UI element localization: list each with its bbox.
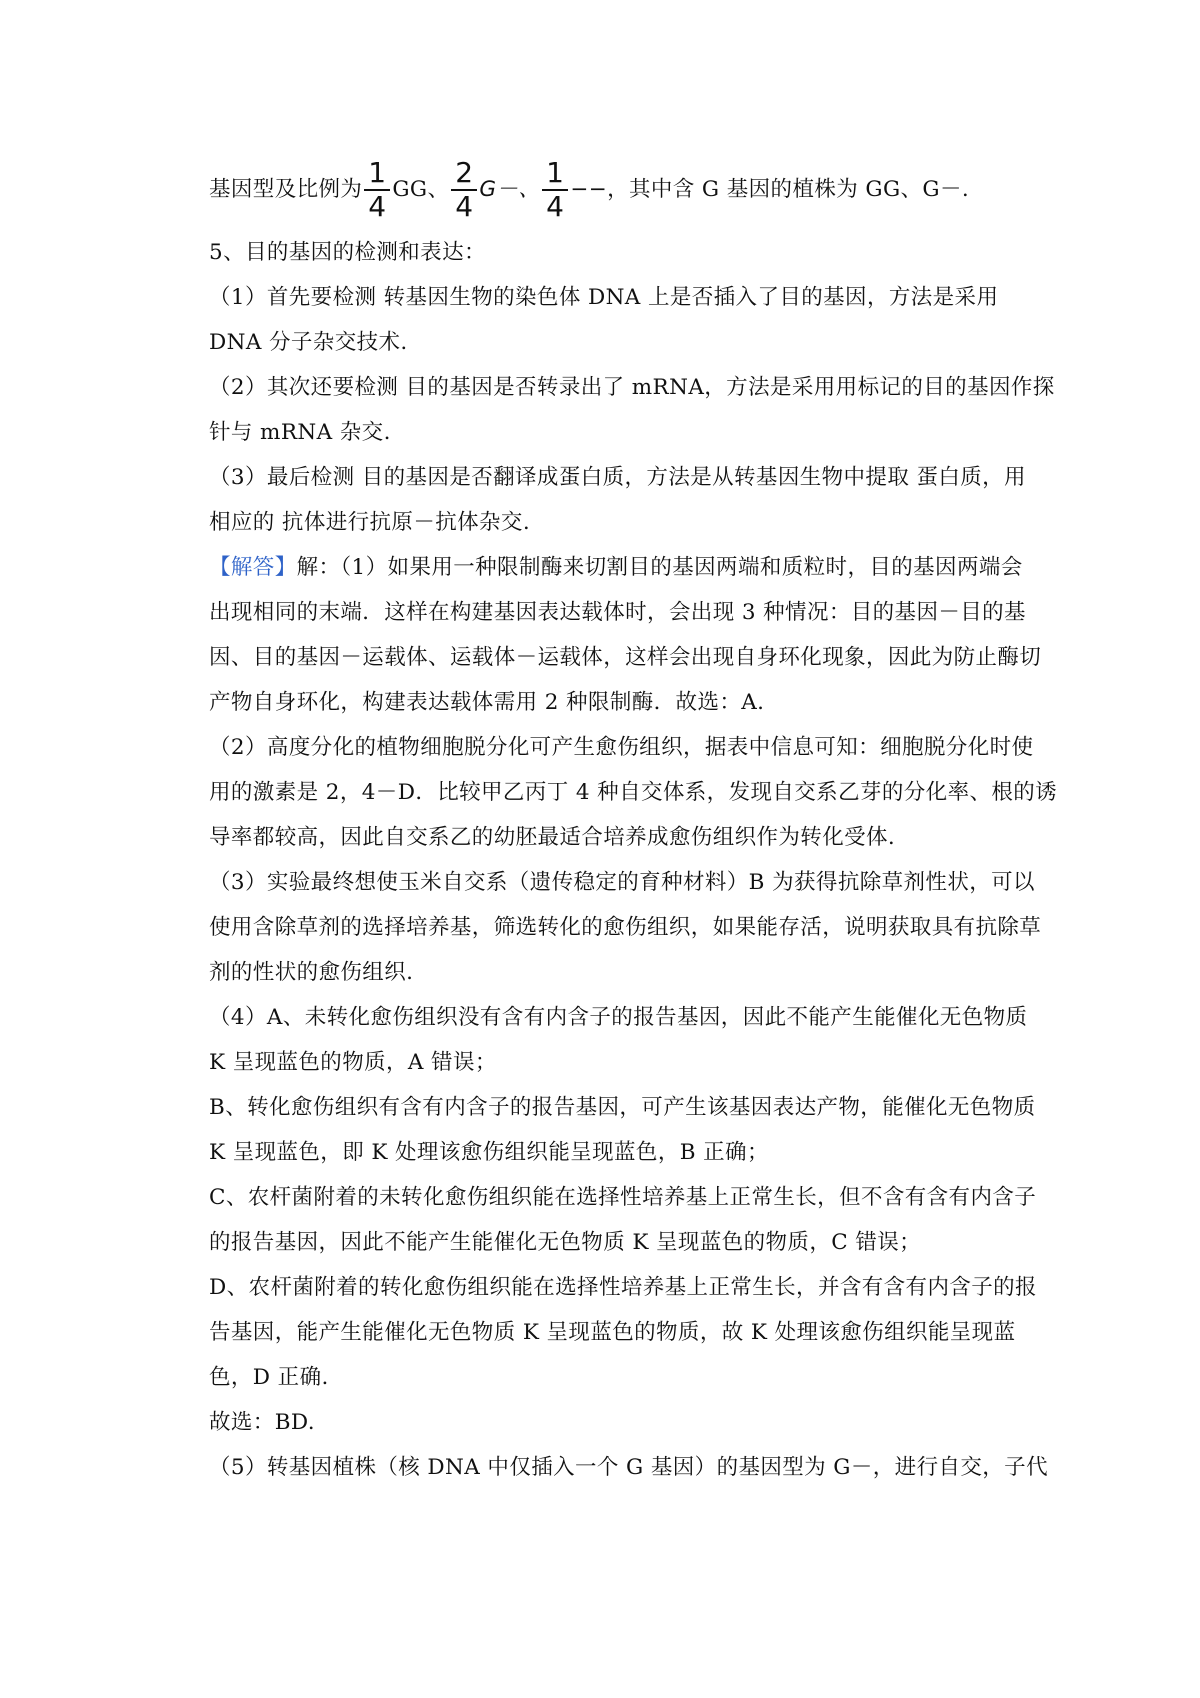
paragraph-line: （5）转基因植株（核 DNA 中仅插入一个 G 基因）的基因型为 G－，进行自交，子代 [209,1455,1048,1480]
paragraph-line: （1）首先要检测 转基因生物的染色体 DNA 上是否插入了目的基因，方法是采用 [209,285,999,310]
paragraph-line: 使用含除草剂的选择培养基，筛选转化的愈伤组织，如果能存活，说明获取具有抗除草 [209,915,1042,940]
paragraph-line: 剂的性状的愈伤组织. [209,960,414,985]
paragraph-line: 用的激素是 2，4－D．比较甲乙丙丁 4 种自交体系，发现自交系乙芽的分化率、根的诱 [209,780,1058,805]
genotype-ratio-line [209,150,1009,230]
genotype-dash-dash: −− [570,177,608,202]
paragraph-line: （2）高度分化的植物细胞脱分化可产生愈伤组织，据表中信息可知：细胞脱分化时使 [209,735,1034,760]
answer-tag: 【解答】 [209,555,297,580]
paragraph-line: 因、目的基因－运载体、运载体－运载体，这样会出现自身环化现象，因此为防止酶切 [209,645,1042,670]
paragraph-line: 告基因，能产生能催化无色物质 K 呈现蓝色的物质，故 K 处理该愈伤组织能呈现蓝 [209,1320,1016,1345]
genotype-gg: GG、 [392,177,450,202]
paragraph-line: 故选：BD. [209,1410,316,1435]
paragraph-line: DNA 分子杂交技术. [209,330,408,355]
paragraph-line: 产物自身环化，构建表达载体需用 2 种限制酶．故选：A. [209,690,765,715]
paragraph-line: D、农杆菌附着的转化愈伤组织能在选择性培养基上正常生长，并含有含有内含子的报 [209,1275,1037,1300]
paragraph-line: 出现相同的末端．这样在构建基因表达载体时，会出现 3 种情况：目的基因－目的基 [209,600,1026,625]
fraction-one-quarter: $\frac{1}{4}$ [364,157,390,223]
ratio-prefix: 基因型及比例为 [209,177,363,202]
paragraph-line: 相应的 抗体进行抗原－抗体杂交. [209,510,531,535]
fraction-two-quarters: $\frac{2}{4}$ [451,157,477,223]
paragraph-line: （2）其次还要检测 目的基因是否转录出了 mRNA，方法是采用用标记的目的基因作探 [209,375,1055,400]
genotype-g-dash: G－、 [479,177,541,202]
paragraph-line: K 呈现蓝色，即 K 处理该愈伤组织能呈现蓝色，B 正确； [209,1140,769,1165]
answer-first-text: 解：（1）如果用一种限制酶来切割目的基因两端和质粒时，目的基因两端会 [296,555,1023,580]
paragraph-line: （3）实验最终想使玉米自交系（遗传稳定的育种材料）B 为获得抗除草剂性状，可以 [209,870,1035,895]
fraction-one-quarter-b: $\frac{1}{4}$ [542,157,568,223]
paragraph-line: 导率都较高，因此自交系乙的幼胚最适合培养成愈伤组织作为转化受体. [209,825,896,850]
paragraph-line: 针与 mRNA 杂交. [209,420,391,445]
paragraph-line: K 呈现蓝色的物质，A 错误； [209,1050,497,1075]
paragraph-line: （4）A、未转化愈伤组织没有含有内含子的报告基因，因此不能产生能催化无色物质 [209,1005,1028,1030]
paragraph-line: （3）最后检测 目的基因是否翻译成蛋白质，方法是从转基因生物中提取 蛋白质，用 [209,465,1026,490]
paragraph-line: 5、目的基因的检测和表达： [209,240,486,265]
paragraph-line: 色，D 正确. [209,1365,329,1390]
answer-line [209,553,1023,583]
ratio-suffix: ，其中含 G 基因的植株为 GG、G－. [607,177,970,202]
paragraph-line: B、转化愈伤组织有含有内含子的报告基因，可产生该基因表达产物，能催化无色物质 [209,1095,1036,1120]
paragraph-line: 的报告基因，因此不能产生能催化无色物质 K 呈现蓝色的物质，C 错误； [209,1230,922,1255]
paragraph-line: C、农杆菌附着的未转化愈伤组织能在选择性培养基上正常生长，但不含有含有内含子 [209,1185,1037,1210]
